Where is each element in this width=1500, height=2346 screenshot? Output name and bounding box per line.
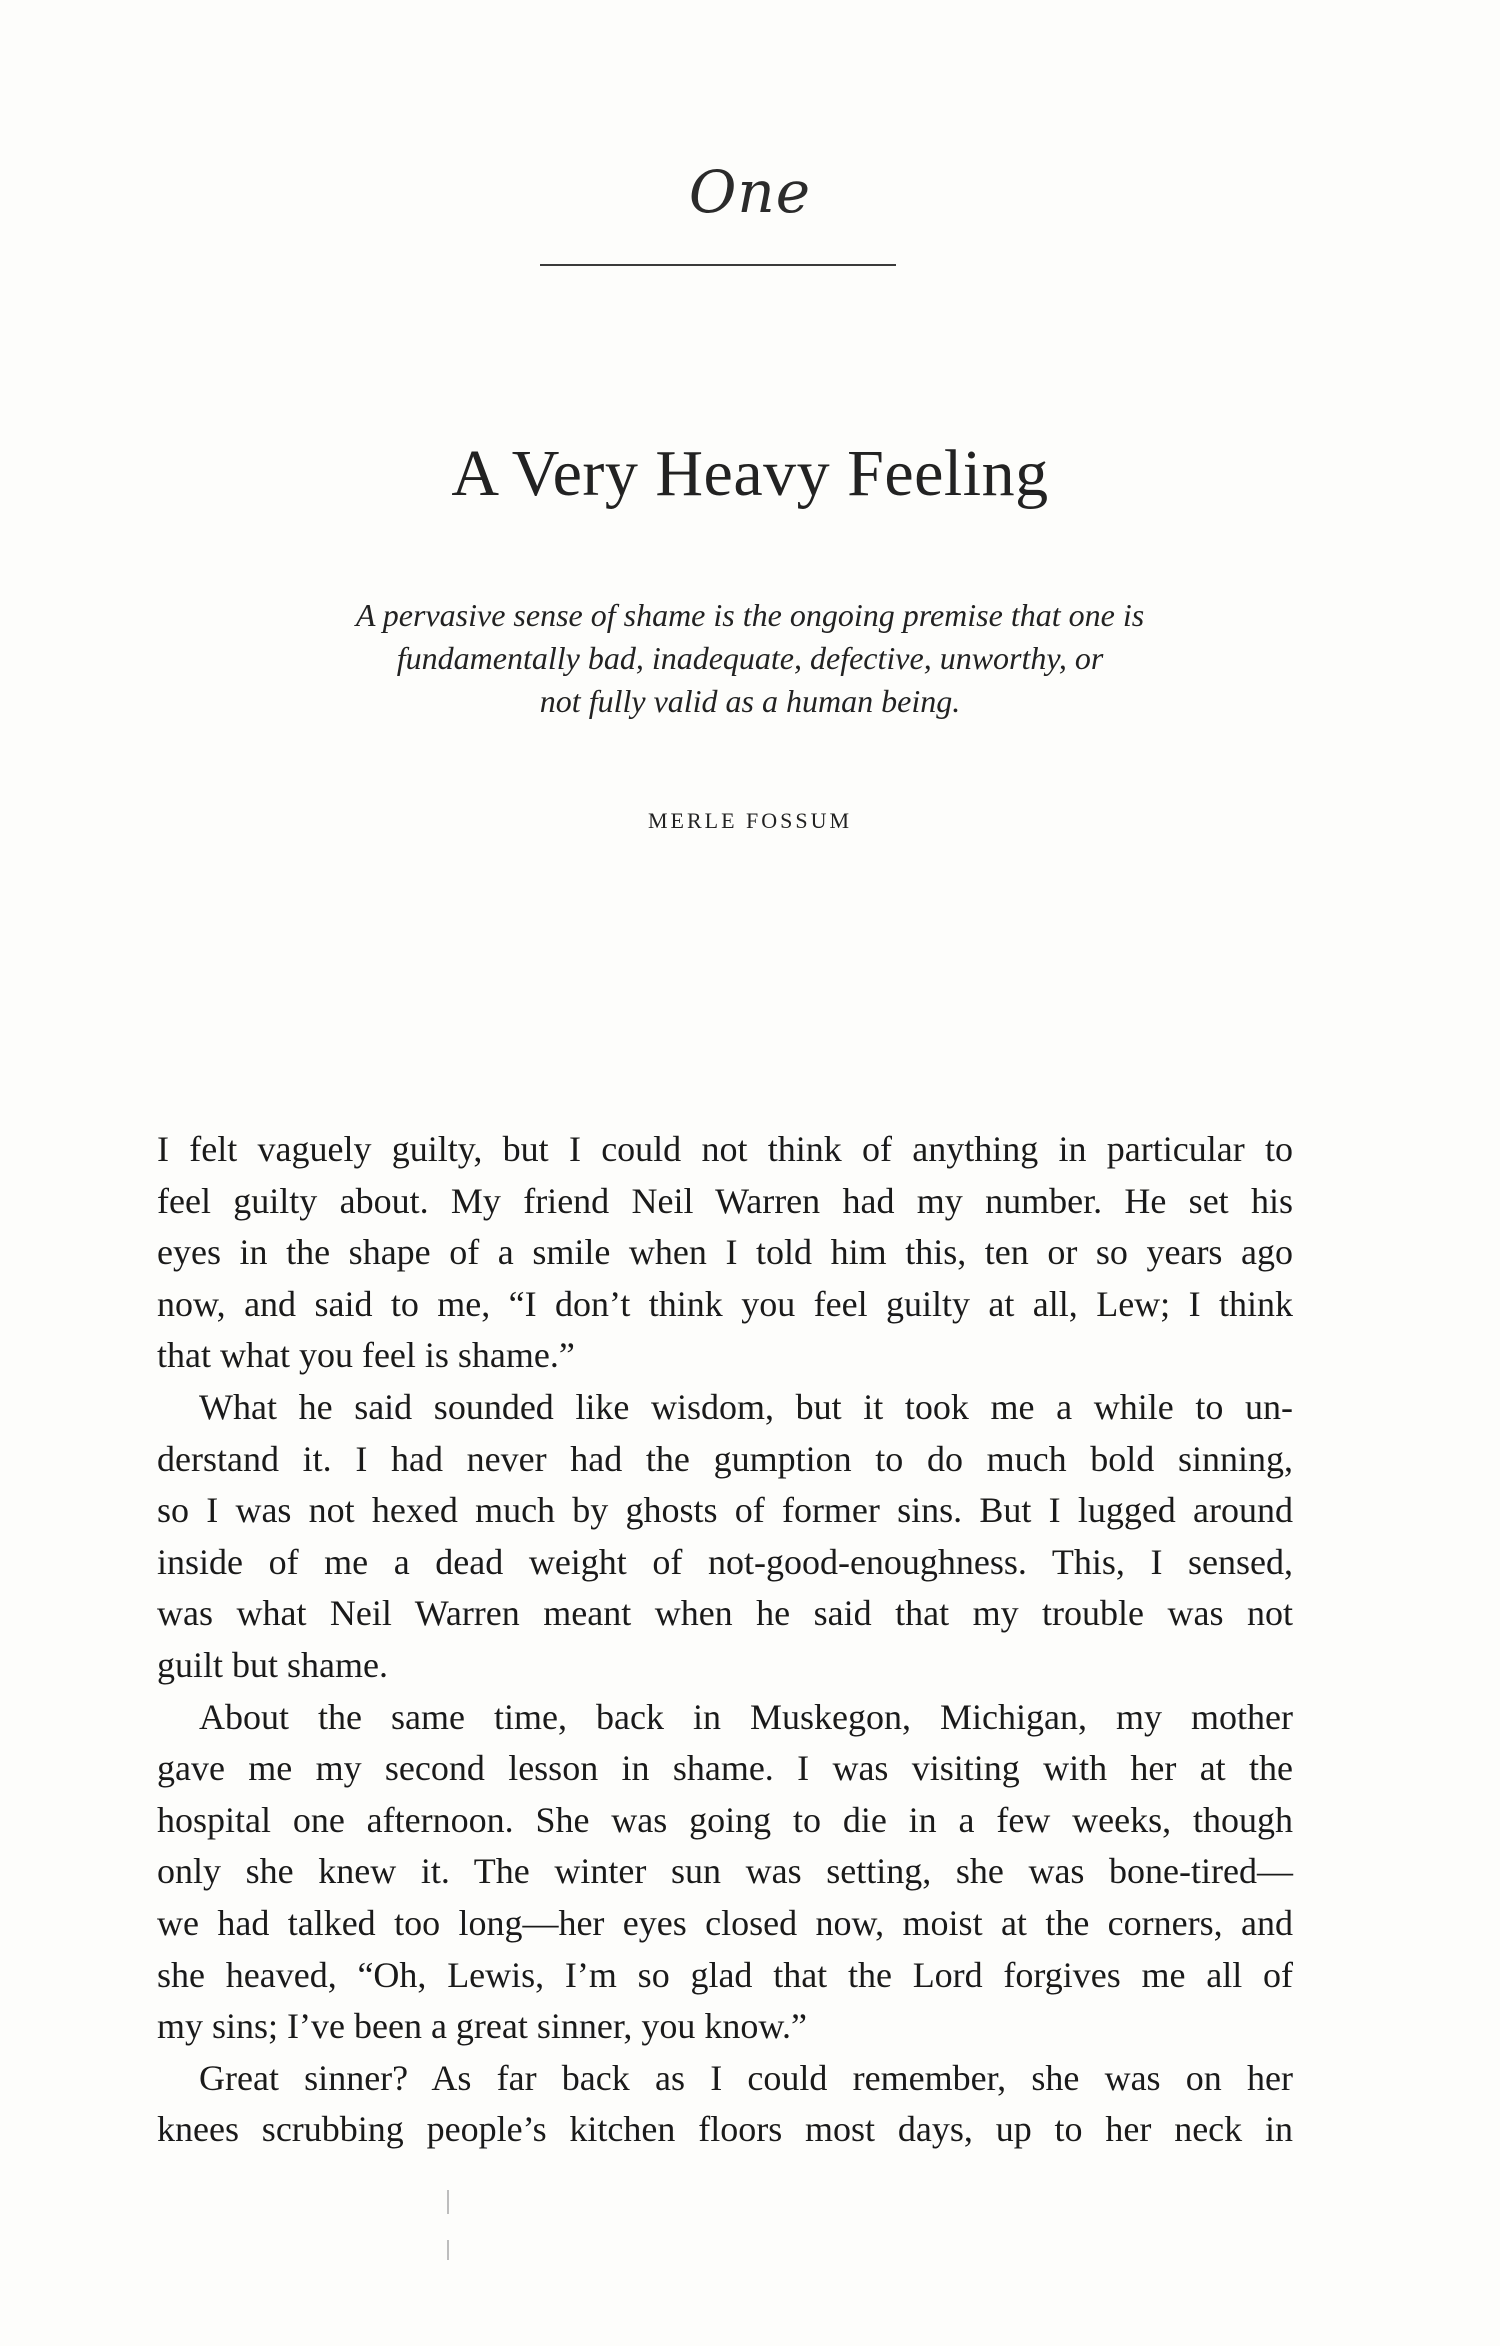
text-line: she heaved, “Oh, Lewis, I’m so glad that the Lord forgives me all of: [157, 1954, 1293, 1995]
text-line: knees scrubbing people’s kitchen floors most days, up to her neck in: [157, 2109, 1293, 2150]
text-line: What he said sounded like wisdom, but it took me a while to un-: [199, 1386, 1293, 1427]
chapter-title: A Very Heavy Feeling: [451, 437, 1049, 510]
epigraph-attribution: MERLE FOSSUM: [647, 808, 853, 833]
text-line: we had talked too long—her eyes closed now, moist at the corners, and: [157, 1902, 1293, 1943]
text-line: was what Neil Warren meant when he said that my trouble was not: [157, 1593, 1293, 1634]
text-line: I felt vaguely guilty, but I could not think of anything in particular to: [157, 1129, 1293, 1169]
text-line: guilt but shame.: [157, 1644, 388, 1685]
text-line: About the same time, back in Muskegon, Michigan, my mother: [199, 1696, 1293, 1737]
paragraph-3: [157, 1692, 1293, 2053]
paragraph-1: [157, 1124, 1293, 1382]
text-line: eyes in the shape of a smile when I told him this, ten or so years ago: [157, 1232, 1293, 1273]
body-text: [157, 1124, 1293, 2156]
text-line: only she knew it. The winter sun was setting, she was bone-tired—: [157, 1851, 1293, 1892]
text-line: that what you feel is shame.”: [157, 1335, 575, 1376]
epigraph-line: not fully valid as a human being.: [539, 683, 961, 719]
text-line: Great sinner? As far back as I could remember, she was on her: [199, 2057, 1293, 2098]
text-line: inside of me a dead weight of not-good-enoughness. This, I sensed,: [157, 1541, 1293, 1582]
text-line: hospital one afternoon. She was going to die in a few weeks, though: [157, 1799, 1293, 1840]
scan-mark: [447, 2240, 449, 2260]
epigraph: [150, 594, 1350, 723]
text-line: derstand it. I had never had the gumption to do much bold sinning,: [157, 1438, 1293, 1479]
epigraph-line: A pervasive sense of shame is the ongoing premise that one is: [355, 597, 1145, 633]
text-line: gave me my second lesson in shame. I was visiting with her at the: [157, 1748, 1293, 1789]
text-line: now, and said to me, “I don’t think you feel guilty at all, Lew; I think: [157, 1283, 1293, 1324]
text-line: feel guilty about. My friend Neil Warren had my number. He set his: [157, 1180, 1293, 1221]
text-line: so I was not hexed much by ghosts of former sins. But I lugged around: [157, 1490, 1293, 1531]
text-line: my sins; I’ve been a great sinner, you know.”: [157, 2006, 808, 2047]
chapter-divider-rule: [540, 264, 896, 266]
epigraph-line: fundamentally bad, inadequate, defective, unworthy, or: [396, 640, 1104, 676]
chapter-number: One: [688, 158, 812, 226]
paragraph-4: [157, 2053, 1293, 2156]
paragraph-2: [157, 1382, 1293, 1692]
scan-mark: [447, 2190, 449, 2214]
